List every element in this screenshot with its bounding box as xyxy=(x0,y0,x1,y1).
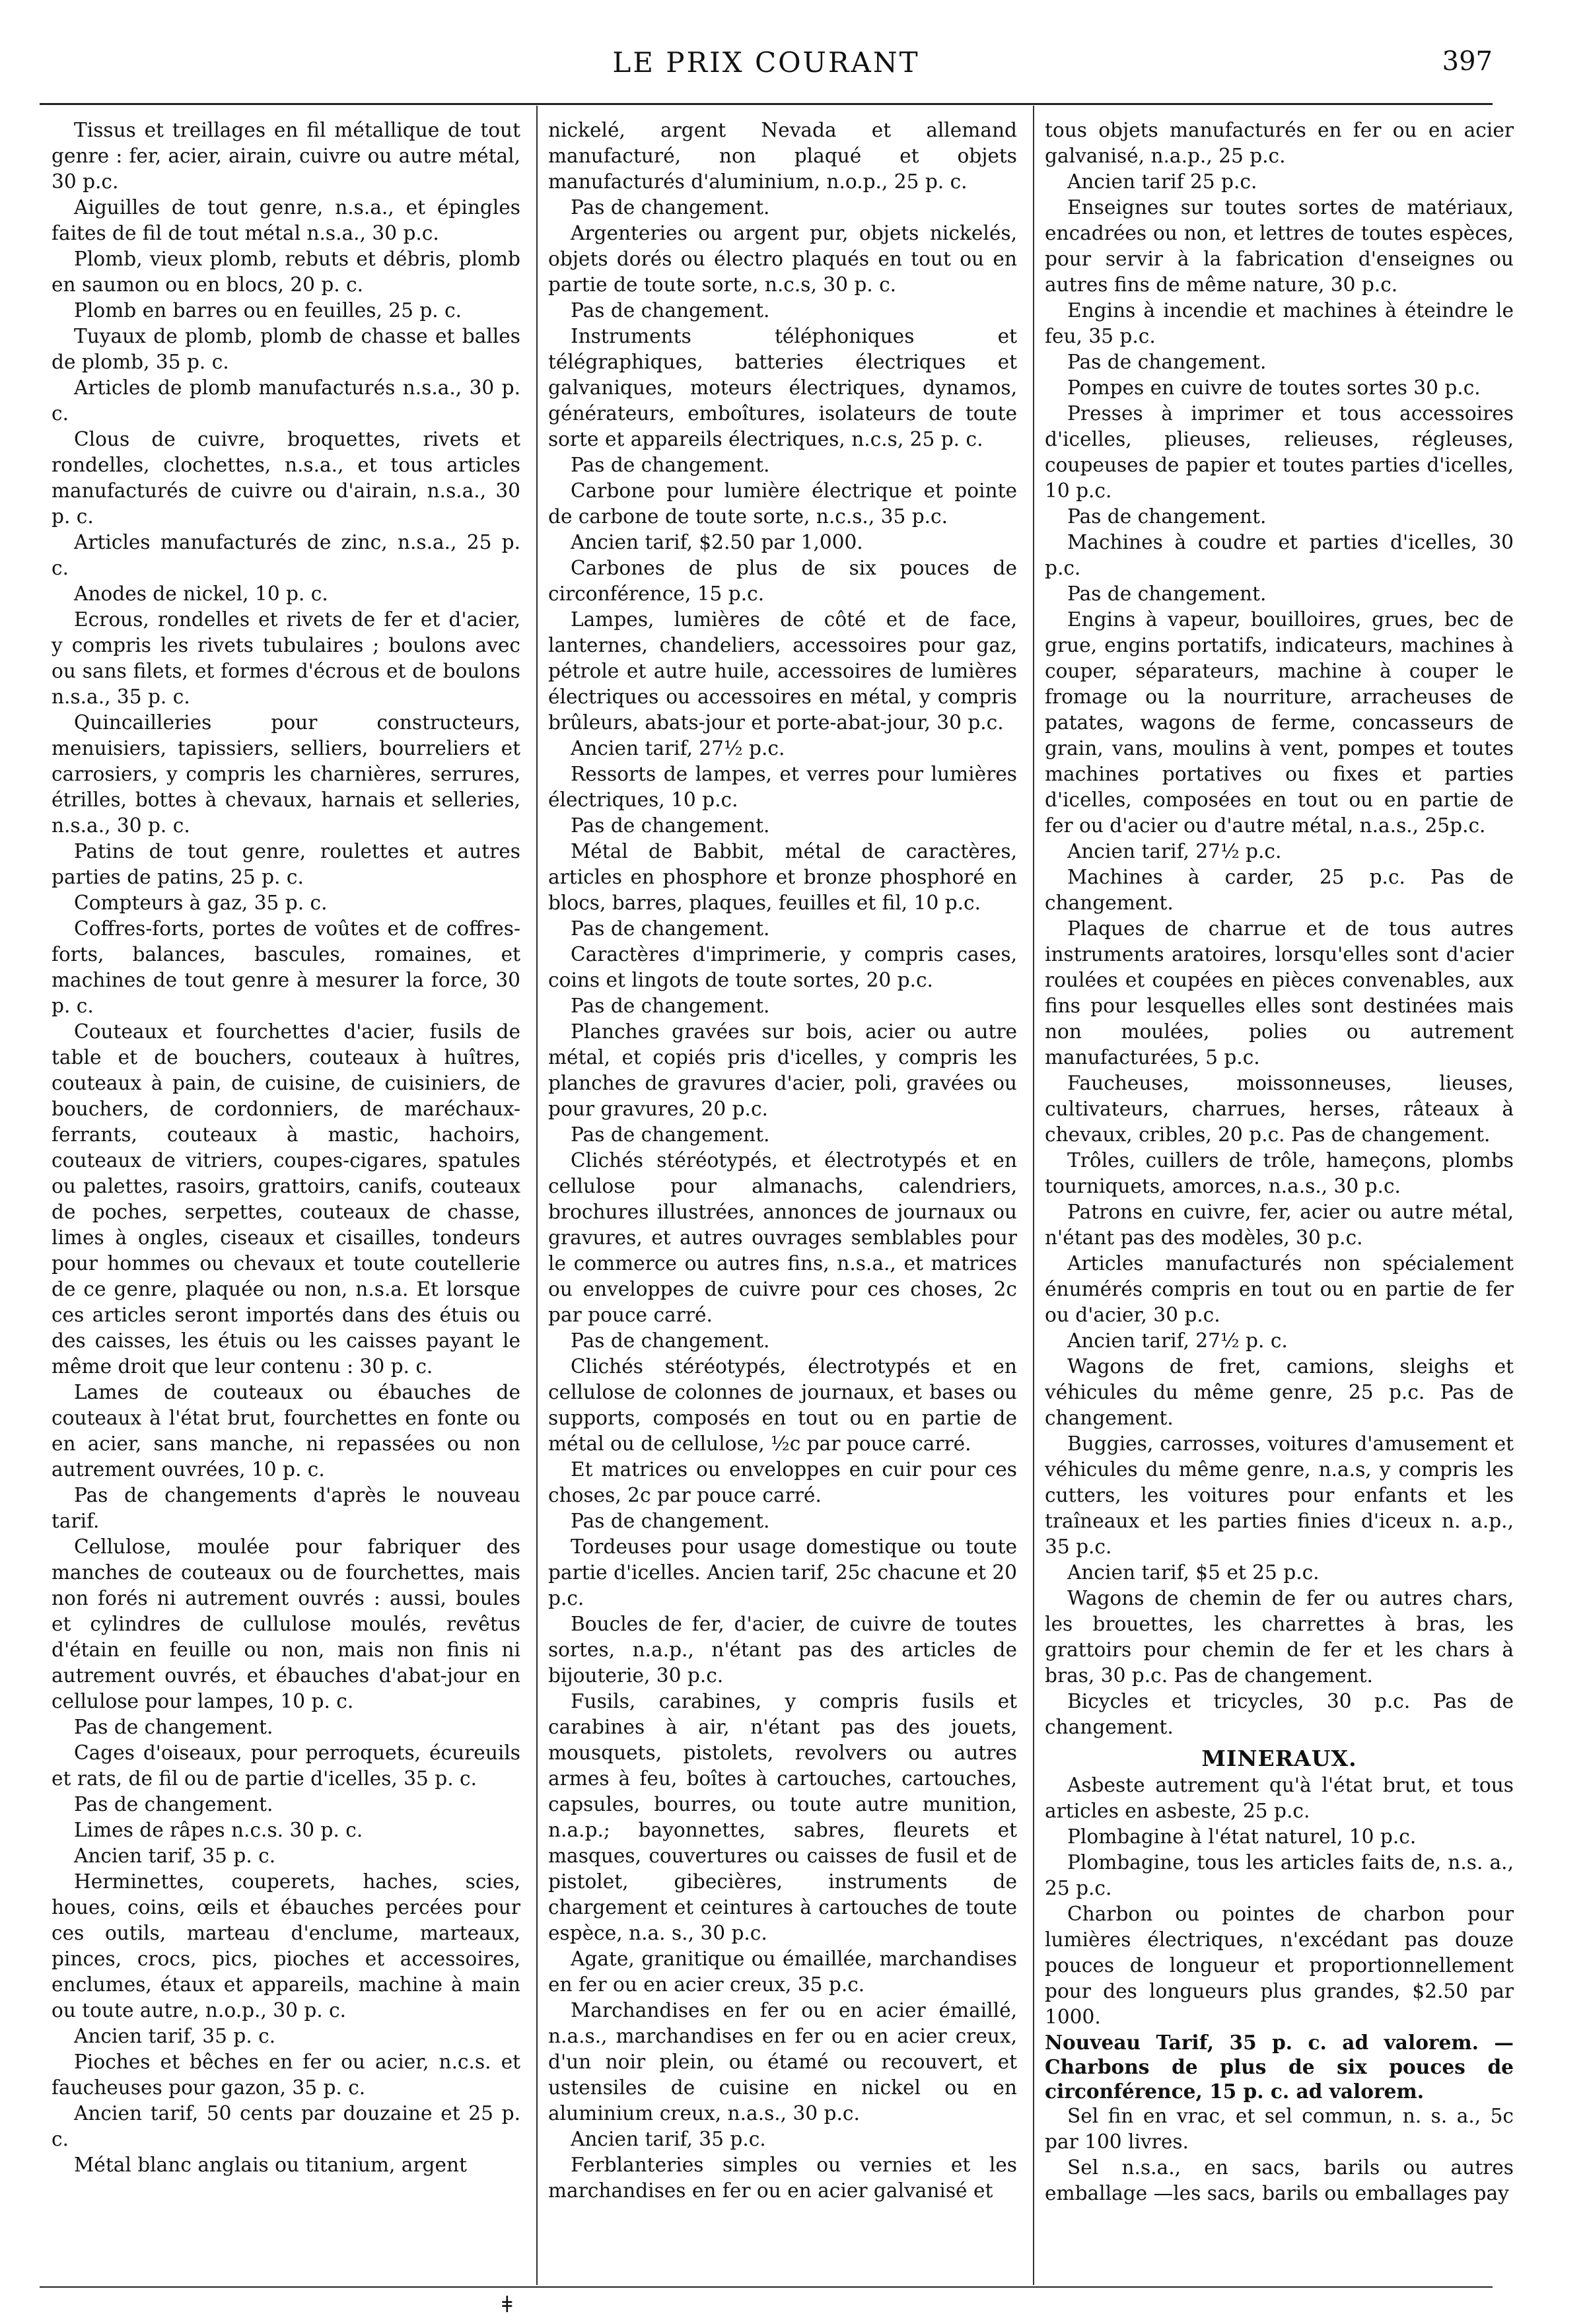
tariff-entry: Cellulose, moulée pour fabriquer des manches de couteaux ou de fourchettes, mais non forés ni autrement ouvrés : aussi, boules et cylindres de cullulose moulés, revêtus d'étain en feuille ou non, mais non finis ni autrement ouvrés, et ébauches d'abat-jour en cellulose pour lampes, 10 p. c. xyxy=(52,1535,520,1712)
tariff-entry: Clichés stéréotypés, électrotypés et en cellulose de colonnes de journaux, et bases ou supports, composés en tout ou en partie de métal ou de cellulose, ½c par pouce carré. xyxy=(548,1355,1017,1455)
tariff-entry: Instruments téléphoniques et télégraphiques, batteries électriques et galvaniques, moteurs électriques, dynamos, générateurs, emboîtures, isolateurs de toute sorte et appareils électriques, n.c.s, 25 p. c. xyxy=(548,325,1017,450)
folio-mark: ǂ xyxy=(502,2292,512,2318)
tariff-entry: Couteaux et fourchettes d'acier, fusils de table et de bouchers, couteaux à huîtres, couteaux à pain, de cuisine, de cuisiniers, de bouchers, de cordonniers, de maréchaux-ferrants, couteaux à mastic, hachoirs, couteaux de vitriers, coupes-cigares, spatules ou palettes, rasoirs, grattoirs, canifs, couteaux de poches, serpettes, couteaux de chasse, limes à ongles, ciseaux et cisailles, tondeurs pour hommes ou chevaux et toute coutellerie de ce genre, plaquée ou non, n.s.a. Et lorsque ces articles seront importés dans des étuis ou des caisses, les étuis ou les caisses payant le même droit que leur contenu : 30 p. c. xyxy=(52,1020,520,1378)
tariff-entry: Ancien tarif, 35 p. c. xyxy=(74,2025,276,2047)
tariff-entry: Pas de changement. xyxy=(1067,505,1267,528)
header-rule xyxy=(40,103,1493,105)
tariff-entry: Tordeuses pour usage domestique ou toute partie d'icelles. Ancien tarif, 25c chacune et 20 p.c. xyxy=(548,1535,1017,1609)
tariff-entry: Pompes en cuivre de toutes sortes 30 p.c. xyxy=(1067,376,1481,399)
tariff-entry: Et matrices ou enveloppes en cuir pour ces choses, 2c par pouce carré. xyxy=(548,1458,1017,1506)
tariff-entry: Limes de râpes n.c.s. 30 p. c. xyxy=(74,1819,363,1841)
tariff-entry: Engins à incendie et machines à éteindre le feu, 35 p.c. xyxy=(1045,299,1514,347)
tariff-entry: Pas de changement. xyxy=(571,995,770,1017)
tariff-entry: Wagons de chemin de fer ou autres chars, les brouettes, les charrettes à bras, les grattoirs pour chemin de fer et les chars à bras, 30 p.c. Pas de changement. xyxy=(1045,1587,1514,1687)
tariff-entry: Patrons en cuivre, fer, acier ou autre métal, n'étant pas des modèles, 30 p.c. xyxy=(1045,1201,1514,1249)
tariff-entry: Pas de changements d'après le nouveau tarif. xyxy=(52,1484,520,1532)
tariff-entry: Ancien tarif, 50 cents par douzaine et 25 p. c. xyxy=(52,2102,520,2150)
tariff-entry: Ressorts de lampes, et verres pour lumières électriques, 10 p.c. xyxy=(548,763,1017,811)
tariff-entry: Articles manufacturés non spécialement énumérés compris en tout ou en partie de fer ou d'acier, 30 p.c. xyxy=(1045,1252,1514,1326)
tariff-entry: Ancien tarif, 27½ p.c. xyxy=(1067,840,1282,863)
text-column-middle xyxy=(548,118,1017,2277)
tariff-entry: Sel n.s.a., en sacs, barils ou autres emballage —les sacs, barils ou emballages pay xyxy=(1045,2156,1514,2204)
tariff-entry: Pas de changement. xyxy=(74,1716,273,1738)
footer-rule xyxy=(40,2286,1493,2288)
tariff-entry: Pas de changement. xyxy=(74,1793,273,1815)
text-column-left xyxy=(52,118,520,2277)
tariff-entry: Articles manufacturés de zinc, n.s.a., 25 p. c. xyxy=(52,531,520,579)
tariff-entry: Pas de changement. xyxy=(571,917,770,940)
tariff-entry: Pas de changement. xyxy=(571,1329,770,1352)
tariff-entry: Herminettes, couperets, haches, scies, houes, coins, œils et ébauches percées pour ces outils, marteau d'enclume, marteaux, pinces, crocs, pics, pioches et accessoires, enclumes, étaux et appareils, machine à main ou toute autre, n.o.p., 30 p. c. xyxy=(52,1870,520,2022)
tariff-entry: Plomb en barres ou en feuilles, 25 p. c. xyxy=(74,299,462,322)
page-number: 397 xyxy=(1442,46,1493,77)
column-entries xyxy=(1045,118,1514,1740)
tariff-entry: Faucheuses, moissonneuses, lieuses, cultivateurs, charrues, herses, râteaux à chevaux, cribles, 20 p.c. Pas de changement. xyxy=(1045,1072,1514,1146)
column-divider xyxy=(1033,106,1034,2285)
tariff-entry: Carbones de plus de six pouces de circonférence, 15 p.c. xyxy=(548,557,1017,605)
tariff-entry: nickelé, argent Nevada et allemand manufacturé, non plaqué et objets manufacturés d'aluminium, n.o.p., 25 p. c. xyxy=(548,119,1017,193)
tariff-entry: Boucles de fer, d'acier, de cuivre de toutes sortes, n.a.p., n'étant pas des articles de bijouterie, 30 p.c. xyxy=(548,1613,1017,1687)
section-heading-mineraux: MINERAUX. xyxy=(1201,1745,1357,1771)
section-entries xyxy=(1045,1773,1514,2030)
tariff-entry: Pas de changement. xyxy=(571,1123,770,1146)
tariff-entry: Ancien tarif, 35 p.c. xyxy=(571,2128,766,2150)
tariff-entry: Ancien tarif, $5 et 25 p.c. xyxy=(1067,1561,1320,1584)
tariff-entry: Ancien tarif, 27½ p.c. xyxy=(571,737,785,759)
tariff-entry: Agate, granitique ou émaillée, marchandises en fer ou en acier creux, 35 p.c. xyxy=(548,1948,1017,1996)
tariff-entry: Fusils, carabines, y compris fusils et carabines à air, n'étant pas des jouets, mousquets, pistolets, revolvers ou autres armes à feu, boîtes à cartouches, cartouches, capsules, bourres, ou toute autre munition, n.a.p.; bayonnettes, sabres, fleurets et masques, couvertures ou caisses de fusil et de pistolet, gibecières, instruments de chargement et ceintures à cartouches de toute espèce, n.a. s., 30 p.c. xyxy=(548,1690,1017,1944)
tariff-entry: Caractères d'imprimerie, y compris cases, coins et lingots de toute sortes, 20 p.c. xyxy=(548,943,1017,991)
tariff-entry: tous objets manufacturés en fer ou en acier galvanisé, n.a.p., 25 p.c. xyxy=(1045,119,1514,167)
tariff-entry: Ancien tarif 25 p.c. xyxy=(1067,170,1257,193)
tariff-entry: Cages d'oiseaux, pour perroquets, écureuils et rats, de fil ou de partie d'icelles, 35 p. c. xyxy=(52,1742,520,1790)
tariff-entry: Plaques de charrue et de tous autres instruments aratoires, lorsqu'elles sont d'acier roulées et coupées en pièces convenables, aux fins pour lesquelles elles sont destinées mais non moulées, polies ou autrement manufacturées, 5 p.c. xyxy=(1045,917,1514,1069)
tariff-entry: Pas de changement. xyxy=(571,814,770,837)
tariff-entry: Machines à coudre et parties d'icelles, 30 p.c. xyxy=(1045,531,1514,579)
tariff-entry: Clous de cuivre, broquettes, rivets et rondelles, clochettes, n.s.a., et tous articles manufacturés de cuivre ou d'airain, n.s.a., 30 p. c. xyxy=(52,428,520,528)
section-entries-after xyxy=(1045,2103,1514,2206)
tariff-entry: Pas de changement. xyxy=(571,196,770,219)
tariff-entry: Métal de Babbit, métal de caractères, articles en phosphore et bronze phosphoré en blocs, barres, plaques, feuilles et fil, 10 p.c. xyxy=(548,840,1017,914)
page-header xyxy=(40,46,1493,99)
tariff-entry: Bicycles et tricycles, 30 p.c. Pas de changement. xyxy=(1045,1690,1514,1738)
tariff-entry: Charbon ou pointes de charbon pour lumières électriques, n'excédant pas douze pouces de longueur et proportionnellement pour des longueurs plus grandes, $2.50 par 1000. xyxy=(1045,1903,1514,2028)
running-title: LE PRIX COURANT xyxy=(612,46,920,79)
tariff-entry: Tissus et treillages en fil métallique de tout genre : fer, acier, airain, cuivre ou autre métal, 30 p.c. xyxy=(52,119,520,193)
tariff-entry: Articles de plomb manufacturés n.s.a., 30 p. c. xyxy=(52,376,520,425)
tariff-entry: Métal blanc anglais ou titanium, argent xyxy=(74,2154,467,2176)
tariff-entry: Aiguilles de tout genre, n.s.a., et épingles faites de fil de tout métal n.s.a., 30 p.c. xyxy=(52,196,520,244)
tariff-entry: Ecrous, rondelles et rivets de fer et d'acier, y compris les rivets tubulaires ; boulons avec ou sans filets, et formes d'écrous et de boulons n.s.a., 35 p. c. xyxy=(52,608,520,708)
tariff-entry: Enseignes sur toutes sortes de matériaux, encadrées ou non, et lettres de toutes espèces, pour servir à la fabrication d'enseignes ou autres fins de même nature, 30 p.c. xyxy=(1045,196,1514,296)
tariff-entry: Patins de tout genre, roulettes et autres parties de patins, 25 p. c. xyxy=(52,840,520,888)
tariff-entry: Carbone pour lumière électrique et pointe de carbone de toute sorte, n.c.s., 35 p.c. xyxy=(548,479,1017,528)
tariff-entry: Pas de changement. xyxy=(571,299,770,322)
tariff-entry: Ancien tarif, $2.50 par 1,000. xyxy=(571,531,863,553)
tariff-entry: Buggies, carrosses, voitures d'amusement et véhicules du même genre, n.a.s, y compris les cutters, les voitures pour enfants et les traîneaux et les parties finies d'iceux n. a.p., 35 p.c. xyxy=(1045,1432,1514,1558)
tariff-entry: Ancien tarif, 27½ p. c. xyxy=(1067,1329,1288,1352)
column-divider xyxy=(536,106,538,2285)
text-column-right xyxy=(1045,118,1514,2277)
tariff-entry: Lames de couteaux ou ébauches de couteaux à l'état brut, fourchettes en fonte ou en acier, sans manche, ni repassées ou non autrement ouvrées, 10 p. c. xyxy=(52,1381,520,1481)
tariff-entry: Pioches et bêches en fer ou acier, n.c.s. et faucheuses pour gazon, 35 p. c. xyxy=(52,2051,520,2099)
tariff-entry: Argenteries ou argent pur, objets nickelés, objets dorés ou électro plaqués en tout ou en partie de toute sorte, n.c.s, 30 p. c. xyxy=(548,222,1017,296)
tariff-entry: Coffres-forts, portes de voûtes et de coffres-forts, balances, bascules, romaines, et machines de tout genre à mesurer la force, 30 p. c. xyxy=(52,917,520,1017)
tariff-entry: Sel fin en vrac, et sel commun, n. s. a., 5c par 100 livres. xyxy=(1045,2105,1514,2153)
tariff-entry: Machines à carder, 25 p.c. Pas de changement. xyxy=(1045,866,1514,914)
tariff-entry: Asbeste autrement qu'à l'état brut, et tous articles en asbeste, 25 p.c. xyxy=(1045,1774,1514,1822)
tariff-entry: Plombagine à l'état naturel, 10 p.c. xyxy=(1067,1825,1417,1848)
tariff-entry: Plomb, vieux plomb, rebuts et débris, plomb en saumon ou en blocs, 20 p. c. xyxy=(52,248,520,296)
tariff-entry: Anodes de nickel, 10 p. c. xyxy=(74,582,328,605)
tariff-entry: Pas de changement. xyxy=(571,1510,770,1532)
tariff-entry: Lampes, lumières de côté et de face, lanternes, chandeliers, accessoires pour gaz, pétrole et autre huile, accessoires de lumières électriques ou accessoires en métal, y compris brûleurs, abats-jour et porte-abat-jour, 30 p.c. xyxy=(548,608,1017,734)
tariff-entry: Marchandises en fer ou en acier émaillé, n.a.s., marchandises en fer ou en acier creux, d'un noir plein, ou étamé ou recouvert, et ustensiles de cuisine en nickel ou en aluminium creux, n.a.s., 30 p.c. xyxy=(548,1999,1017,2125)
tariff-entry: Ferblanteries simples ou vernies et les marchandises en fer ou en acier galvanisé et xyxy=(548,2154,1017,2202)
tariff-entry: Wagons de fret, camions, sleighs et véhicules du même genre, 25 p.c. Pas de changement. xyxy=(1045,1355,1514,1429)
tariff-entry: Pas de changement. xyxy=(571,454,770,476)
tariff-entry: Quincailleries pour constructeurs, menuisiers, tapissiers, selliers, bourreliers et carrosiers, y compris les charnières, serrures, étrilles, bottes à chevaux, harnais et selleries, n.s.a., 30 p. c. xyxy=(52,711,520,837)
tariff-entry: Presses à imprimer et tous accessoires d'icelles, plieuses, relieuses, régleuses, coupeuses de papier et toutes parties d'icelles, 10 p.c. xyxy=(1045,402,1514,502)
tariff-entry: Plombagine, tous les articles faits de, n.s. a., 25 p.c. xyxy=(1045,1851,1514,1899)
tariff-entry: Trôles, cuillers de trôle, hameçons, plombs tourniquets, amorces, n.a.s., 30 p.c. xyxy=(1045,1149,1514,1197)
tariff-note: Nouveau Tarif, 35 p. c. ad valorem. — Charbons de plus de six pouces de circonférence, 15 p. c. ad valorem. xyxy=(1045,2031,1514,2103)
tariff-entry: Tuyaux de plomb, plomb de chasse et balles de plomb, 35 p. c. xyxy=(52,325,520,373)
tariff-entry: Clichés stéréotypés, et électrotypés et en cellulose pour almanachs, calendriers, brochures illustrées, annonces de journaux ou gravures, et autres ouvrages semblables pour le commerce ou autres fins, n.s.a., et matrices ou enveloppes de cuivre pour ces choses, 2c par pouce carré. xyxy=(548,1149,1017,1326)
tariff-entry: Engins à vapeur, bouilloires, grues, bec de grue, engins portatifs, indicateurs, machines à couper, séparateurs, machine à couper le fromage ou la nourriture, arracheuses de patates, wagons de ferme, concasseurs de grain, vans, moulins à vent, pompes et toutes machines portatives ou fixes et parties d'icelles, composées en tout ou en partie de fer ou d'acier ou d'autre métal, n.a.s., 25p.c. xyxy=(1045,608,1514,837)
tariff-entry: Pas de changement. xyxy=(1067,351,1267,373)
tariff-entry: Pas de changement. xyxy=(1067,582,1267,605)
tariff-entry: Compteurs à gaz, 35 p. c. xyxy=(74,892,328,914)
tariff-entry: Planches gravées sur bois, acier ou autre métal, et copiés pris d'icelles, y compris les planches de gravures d'acier, poli, gravées ou pour gravures, 20 p.c. xyxy=(548,1020,1017,1120)
tariff-entry: Ancien tarif, 35 p. c. xyxy=(74,1845,276,1867)
